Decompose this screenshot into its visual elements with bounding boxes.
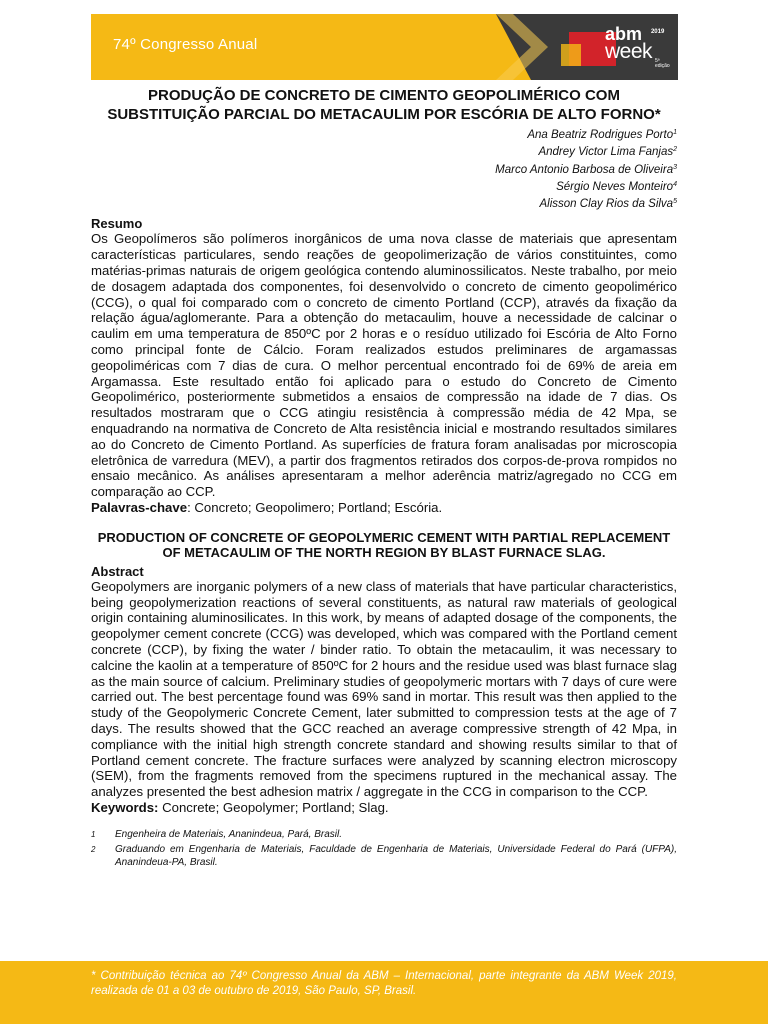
resumo-heading: Resumo [91, 216, 143, 232]
author-list [91, 127, 677, 213]
footer-note: * Contribuição técnica ao 74º Congresso Anual da ABM – Internacional, parte integrante da ABM Week 2019, realizada de 01 a 03 de outubro de 2019, São Paulo, SP, Brasil. [91, 970, 677, 997]
author-line: Andrey Victor Lima Fanjas$^2$ [538, 146, 677, 159]
author-line: Alisson Clay Rios da Silva$^5$ [539, 198, 677, 211]
palavras-chave: Palavras-chave: Concreto; Geopolimero; Portland; Escória. [91, 500, 443, 516]
header-banner [91, 14, 678, 80]
author-line: Ana Beatriz Rodrigues Porto$^1$ [527, 129, 677, 141]
footer-band [0, 961, 768, 1024]
author-line: Marco Antonio Barbosa de Oliveira$^3$ [495, 163, 677, 176]
paper-title-en: PRODUCTION OF CONCRETE OF GEOPOLYMERIC CEMENT WITH PARTIAL REPLACEMENT OF METACAULIM OF THE NORTH REGION BY BLAST FURNACE SLAG. [97, 529, 671, 561]
keywords: Keywords: Concrete; Geopolymer; Portland; Slag. [91, 799, 389, 815]
resumo-text: Os Geopolímeros são polímeros inorgânicos de uma nova classe de materiais que apresentam características particulares, sendo reações de geopolimerização de vários constituintes, como matérias-primas naturais de origem geológica contendo aluminossilicatos. Neste trabalho, por meio de dosagem adaptada dos componentes, foi desenvolvido o concreto de cimento geopolimérico (CCG), o qual foi comparado com o concreto de cimento Portland (CCP), através da fixação da relação água/aglomerante. Para a obtenção do metacaulim, houve a necessidade de calcinar o caulim em uma temperatura de 850ºC por 2 horas e o resíduo utilizado foi Escória de Alto Forno como principal fonte de Cálcio. Foram realizados estudos preliminares de argamassas geopoliméricas com 7 dias de cura. O melhor percentual encontrado foi de 69% de areia em Argamassa. Este resultado então foi aplicado para o estudo do Concreto de Cimento Geopolimérico, posteriormente submetidos a ensaios de compressão na idade de 7 dias. Os resultados mostraram que o CCG atingiu resistência à compressão média de 42 Mpa, se enquadrando na normativa de Concreto de Alta resistência inicial e mostrando resultados similares ao do Concreto de Cimento Portland. As superfícies de fratura foram analisadas por microscopia eletrônica de varredura (MEV), a partir dos fragmentos retirados dos corpos-de-prova rompidos no ensaio mecânico. As análises apresentaram a melhor aderência matriz/agregado no CCG em comparação ao CCP. [91, 231, 677, 500]
abstract-heading: Abstract [91, 563, 144, 579]
congress-title: 74º Congresso Anual [113, 36, 258, 53]
abstract-text: Geopolymers are inorganic polymers of a new class of materials that have particular characteristics, being geopolymerization reactions of several constituents, as natural raw materials of geological origin containing aluminosilicates. In this work, by means of adapted dosage of the components, the geopolymer cement concrete (CCG) was developed, which was compared with the Portland cement concrete (CCP), by fixing the water / binder ratio. To obtain the metacaulim, it was necessary to calcine the kaolin at a temperature of 850ºC for 2 hours and the residue used was blast furnace slag as the main source of calcium. Preliminary studies of geopolymeric mortars with 7 days of cure were carried out. The best percentage found was 69% sand in mortar. This result was then applied to the study of the Geopolymeric Concrete Cement, later submitted to compression tests at the age of 7 days. The results showed that the GCC reached an average compressive strength of 42 Mpa, in compliance with the initial high strength concrete standard and showing results similar to that of Portland cement concrete. The fracture surfaces were analyzed by scanning electron microscopy (SEM), from the fragments removed from the specimens ruptured in the mechanical assay. The analyzes presented the best adhesion matrix / aggregate in the CCG in comparison to the CCP. [91, 578, 677, 800]
abm-week-logo: abm week 2019 5ª edição [604, 24, 670, 69]
footnotes [91, 828, 677, 869]
banner-chevron-graphic [91, 14, 678, 80]
paper-content [91, 86, 677, 871]
paper-title-pt: PRODUÇÃO DE CONCRETO DE CIMENTO GEOPOLIMÉRICO COM SUBSTITUIÇÃO PARCIAL DO METACAULIM POR ESCÓRIA DE ALTO FORNO* [107, 87, 661, 123]
footnote: 1 Engenheira de Materiais, Ananindeua, Pará, Brasil. [91, 828, 342, 840]
footnote: 2 Graduando em Engenharia de Materiais, Faculdade de Engenharia de Materiais, Universidade Federal do Pará (UFPA), Ananindeua-PA, Brasil. [91, 843, 677, 868]
author-line: Sérgio Neves Monteiro$^4$ [556, 180, 677, 193]
